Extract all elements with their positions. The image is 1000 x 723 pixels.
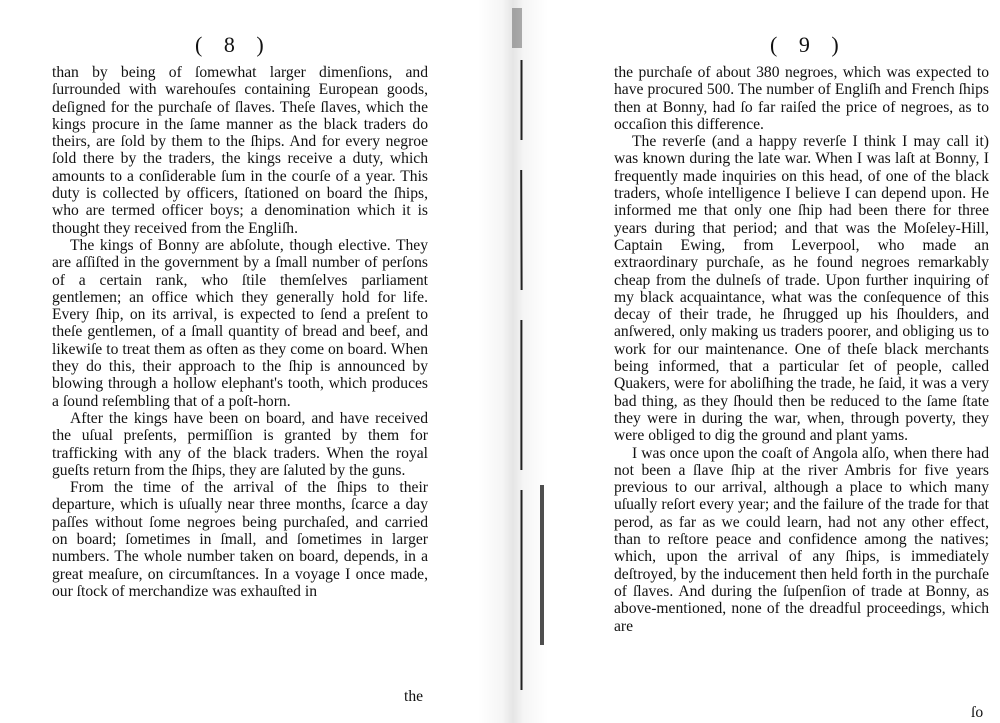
paragraph: The kings of Bonny are abſolute, though elective. They are aſſiſted in the government by a ſmall number of perſons of a certain rank, who ſtile themſelves parliament gentlemen; an office which they generally hold for life. Every ſhip, on its arrival, is expected to ſend a preſent to theſe gentlemen, of a ſmall quantity of bread and beef, and likewiſe to treat them as often as they come on board. When they do this, their approach to the ſhip is announced by blowing through a hollow elephant's tooth, which produces a ſound reſembling that of a poſt-horn. — [52, 236, 428, 410]
paragraph: From the time of the arrival of the ſhips to their departure, which is uſually near three months, ſcarce a day paſſes without ſome negroes being purchaſed, and carried on board; ſometimes in ſmall, and ſometimes in larger numbers. The whole number taken on board, depends, in a great meaſure, on circumſtances. In a voyage I once made, our ſtock of merchandize was exhauſted in — [52, 479, 428, 600]
right-page-text — [614, 64, 989, 635]
catchword-right: ſo — [971, 704, 984, 721]
page-number-left: ( 8 ) — [195, 32, 272, 57]
page-number-right: ( 9 ) — [770, 32, 847, 57]
left-page-text — [52, 64, 428, 600]
paragraph: I was once upon the coaſt of Angola alſo, when there had not been a ſlave ſhip at the river Ambris for five years previous to our arrival, although a place to which many uſually reſort every year; and the failure of the trade for that perod, as far as we could learn, had not any other effect, than to reſtore peace and confidence among the natives; which, upon the arrival of any ſhips, is immediately deſtroyed, by the inducement then held forth in the purchaſe of ſlaves. And during the ſuſpenſion of trade at Bonny, as above-mentioned, none of the dreadful proceedings, which are — [614, 444, 989, 635]
paragraph: the purchaſe of about 380 negroes, which was expected to have procured 500. The number of Engliſh and French ſhips then at Bonny, had ſo far raiſed the price of negroes, as to occaſion this difference. — [614, 64, 989, 133]
paragraph: After the kings have been on board, and have received the uſual preſents, permiſſion is granted by them for trafficking with any of the black traders. When the royal gueſts return from the ſhips, they are ſaluted by the guns. — [52, 409, 428, 479]
paragraph: than by being of ſomewhat larger dimenſions, and ſurrounded with warehouſes containing European goods, deſigned for the purchaſe of ſlaves. Theſe ſlaves, which the kings procure in the ſame manner as the black traders do theirs, are ſold by them to the ſhips. And for every negroe ſold there by the traders, the kings receive a duty, which amounts to a conſiderable ſum in the courſe of a year. This duty is collected by officers, ſtationed on board the ſhips, who are termed officer boys; a denomination which it is thought they received from the Engliſh. — [52, 64, 428, 237]
paragraph: The reverſe (and a happy reverſe I think I may call it) was known during the late war. When I was laſt at Bonny, I frequently made inquiries on this head, of one of the black traders, whoſe intelligence I believe I can depend upon. He informed me that only one ſhip had been there for three years during that period; and that was the Moſeley-Hill, Captain Ewing, from Leverpool, who made an extraordinary purchaſe, as he found negroes remarkably cheap from the dulneſs of trade. Upon further inquiring of my black acquaintance, what was the conſequence of this decay of their trade, he ſhrugged up his ſhoulders, and anſwered, only making us traders poorer, and obliging us to work for our maintenance. One of theſe black merchants being informed, that a particular ſet of people, called Quakers, were for aboliſhing the trade, he ſaid, it was a very bad thing, as they ſhould then be reduced to the ſame ſtate they were in during the war, when, through poverty, they were obliged to dig the ground and plant yams. — [614, 133, 989, 445]
right-page — [500, 0, 1000, 723]
catchword-left: the — [404, 688, 424, 705]
